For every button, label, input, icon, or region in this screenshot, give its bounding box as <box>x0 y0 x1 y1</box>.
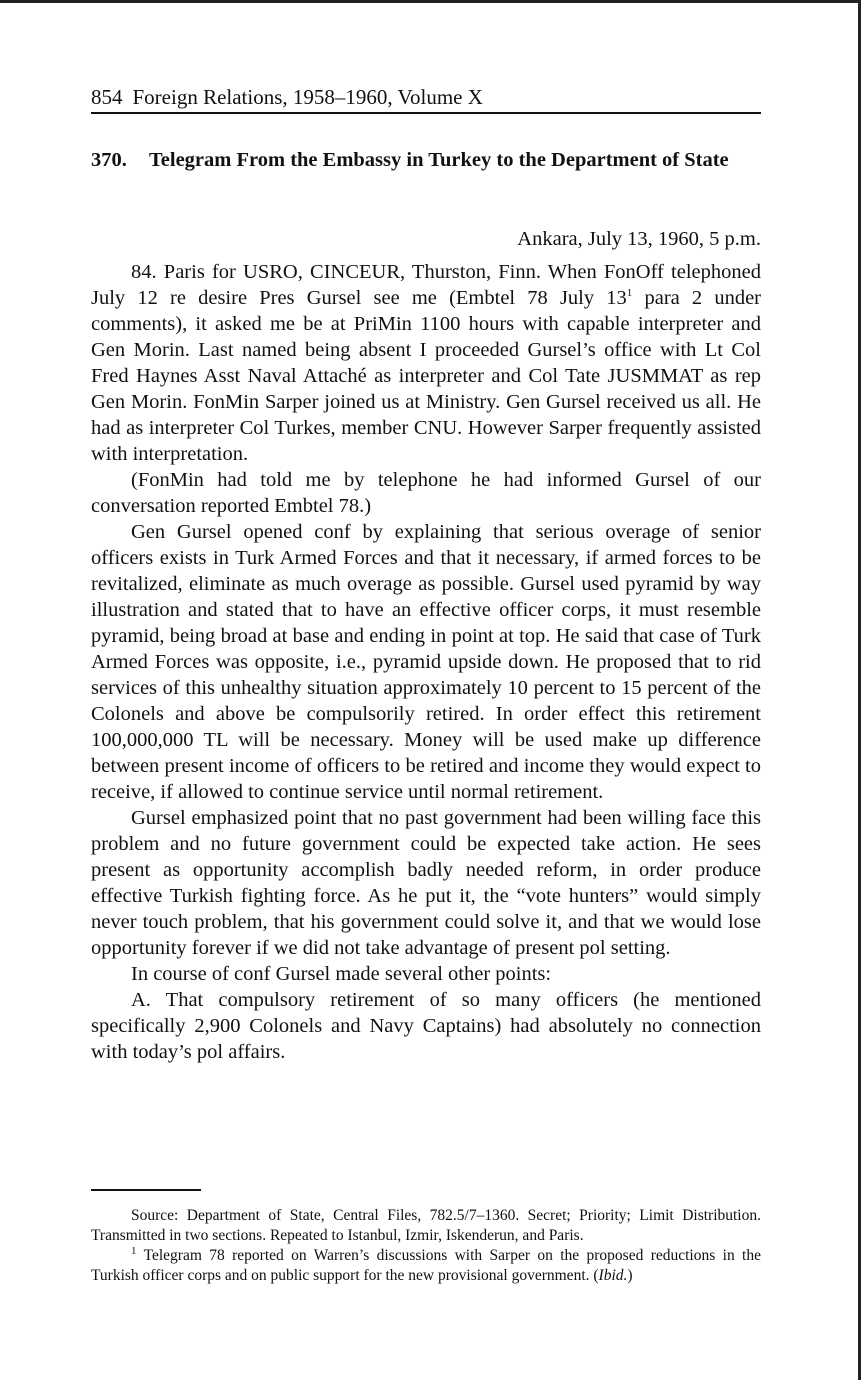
footnote-1-marker: 1 <box>131 1244 137 1257</box>
telegram-body <box>91 259 761 1065</box>
running-head <box>91 84 761 110</box>
dateline: Ankara, July 13, 1960, 5 p.m. <box>517 228 761 250</box>
paragraph-5: In course of conf Gursel made several other points: <box>131 963 552 985</box>
source-note: Source: Department of State, Central Files, 782.5/7–1360. Secret; Priority; Limit Distribution. Transmitted in two sections. Repeated to Istanbul, Izmir, Iskenderun, and Paris. <box>91 1207 761 1244</box>
footnote-1-close: ) <box>627 1267 633 1284</box>
footnote-rule <box>91 1189 201 1191</box>
running-title: Foreign Relations, 1958–1960, Volume X <box>132 85 483 109</box>
page-number: 854 <box>91 85 123 109</box>
header-rule <box>91 112 761 114</box>
footnote-ref-1: 1 <box>626 287 633 300</box>
paragraph-2: (FonMin had told me by telephone he had informed Gursel of our conversation reported Embtel 78.) <box>91 469 761 517</box>
footnote-1 <box>91 1246 761 1286</box>
paragraph-6: A. That compulsory retirement of so many officers (he mentioned specifically 2,900 Colonels and Navy Captains) had absolutely no connection with today’s pol affairs. <box>91 989 761 1063</box>
paragraph-1-text-b: para 2 under comments), it asked me be at PriMin 1100 hours with capable interpreter and Gen Morin. Last named being absent I proceeded Gursel’s office with Lt Col Fred Haynes Asst Naval Attaché as interpreter and Col Tate JUSMMAT as rep Gen Morin. FonMin Sarper joined us at Ministry. Gen Gursel received us all. He had as interpreter Col Turkes, member CNU. However Sarper frequently assisted with interpretation. <box>91 287 762 465</box>
document-heading <box>91 147 761 173</box>
paragraph-4: Gursel emphasized point that no past government had been willing face this problem and no future government could be expected take action. He sees present as opportunity accomplish badly needed reform, in order produce effective Turkish fighting force. As he put it, the “vote hunters” would simply never touch problem, that his government could solve it, and that we would lose opportunity forever if we did not take advantage of present pol setting. <box>91 807 761 959</box>
paragraph-3: Gen Gursel opened conf by explaining that serious overage of senior officers exists in Turk Armed Forces and that it necessary, if armed forces to be revitalized, eliminate as much overage as possible. Gursel used pyramid by way illustration and stated that to have an effective officer corps, it must resemble pyramid, being broad at base and ending in point at top. He said that case of Turk Armed Forces was opposite, i.e., pyramid upside down. He proposed that to rid services of this unhealthy situation approximately 10 percent to 15 percent of the Colonels and above be compulsorily retired. In order effect this retirement 100,000,000 TL will be necessary. Money will be used make up difference between present income of officers to be retired and income they would expect to receive, if allowed to continue service until normal retirement. <box>91 521 761 803</box>
paragraph-1-text-a: 84. Paris for USRO, CINCEUR, Thurston, Finn. When FonOff telephoned July 12 re desire Pres Gursel see me (Embtel 78 July 13 <box>91 261 761 309</box>
footnote-1-ibid: Ibid. <box>598 1267 628 1284</box>
footnotes <box>91 1206 761 1286</box>
paragraph-1 <box>91 259 761 467</box>
footnote-1-text: Telegram 78 reported on Warren’s discussions with Sarper on the proposed reductions in the Turkish officer corps and on public support for the new provisional government. ( <box>91 1247 761 1284</box>
document-title: Telegram From the Embassy in Turkey to the Department of State <box>149 149 729 171</box>
document-number: 370. <box>91 149 127 171</box>
page-top-border <box>0 0 861 3</box>
